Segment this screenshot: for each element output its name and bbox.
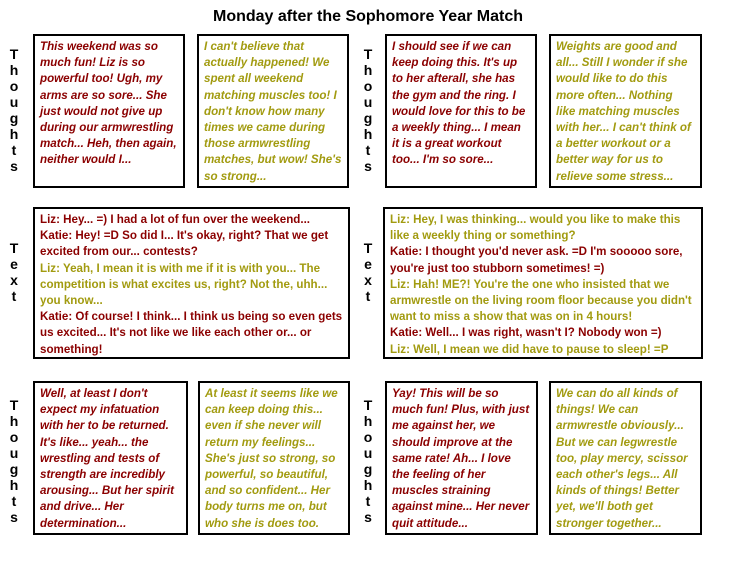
thought-text: I should see if we can keep doing this. It's up to her afterall, she has the gym and the ring. I would love for this to be a weekly thing... I mean it is a great workout too... I'm so sore... bbox=[392, 40, 526, 167]
label-letter: t bbox=[11, 493, 17, 509]
text-message: Katie: Hey! =D So did I... It's okay, right? That we get excited from our... contests? bbox=[40, 229, 329, 259]
text-message: Katie: Of course! I think... I think us being so even gets us excited... It's not like we like each other or... or something! bbox=[40, 310, 343, 356]
label-letter: h bbox=[9, 126, 19, 142]
label-letter: T bbox=[9, 240, 19, 256]
text-message: Liz: Hey, I was thinking... would you like to make this like a weekly thing or something? bbox=[390, 213, 681, 243]
thoughts-label-left-bottom bbox=[7, 397, 21, 525]
thought-box-olive-1 bbox=[197, 34, 349, 188]
text-label-left bbox=[7, 240, 21, 304]
label-letter: u bbox=[9, 94, 19, 110]
thought-box-olive-2 bbox=[549, 34, 702, 188]
thought-text: Yay! This will be so much fun! Plus, with just me against her, we should improve at the same rate! Ah... I love the feeling of her muscles straining against mine... Her never quit attitude... bbox=[392, 387, 530, 530]
label-letter: t bbox=[11, 288, 17, 304]
label-letter: T bbox=[363, 397, 373, 413]
label-letter: g bbox=[9, 461, 19, 477]
text-conversation-left bbox=[33, 207, 350, 359]
label-letter: u bbox=[363, 445, 373, 461]
label-letter: s bbox=[10, 509, 18, 525]
label-letter: s bbox=[364, 509, 372, 525]
label-letter: h bbox=[9, 62, 19, 78]
label-letter: t bbox=[365, 493, 371, 509]
text-message: Liz: Well, I mean we did have to pause to sleep! =P bbox=[390, 342, 669, 356]
label-letter: e bbox=[10, 256, 18, 272]
label-letter: T bbox=[363, 240, 373, 256]
label-letter: t bbox=[11, 142, 17, 158]
thought-text: Weights are good and all... Still I wonder if she would like to do this more often... Nothing like matching muscles with her... I can't think of a better workout or a better way for us to relieve some stress... bbox=[556, 40, 691, 183]
label-letter: h bbox=[363, 62, 373, 78]
label-letter: g bbox=[9, 110, 19, 126]
label-letter: e bbox=[364, 256, 372, 272]
thought-box-red-3 bbox=[33, 381, 188, 535]
label-letter: h bbox=[363, 126, 373, 142]
text-conversation-right bbox=[383, 207, 703, 359]
label-letter: h bbox=[9, 477, 19, 493]
page-title: Monday after the Sophomore Year Match bbox=[213, 8, 523, 25]
label-letter: t bbox=[365, 288, 371, 304]
label-letter: u bbox=[363, 94, 373, 110]
text-message: Katie: I thought you'd never ask. =D I'm sooooo sore, you're just too stubborn sometimes! =) bbox=[390, 245, 683, 275]
text-message: Liz: Hey... =) I had a lot of fun over the weekend... bbox=[40, 213, 311, 226]
label-letter: o bbox=[9, 78, 19, 94]
label-letter: h bbox=[9, 413, 19, 429]
thought-box-olive-3 bbox=[198, 381, 350, 535]
thought-text: This weekend was so much fun! Liz is so powerful too! Ugh, my arms are so sore... She just would not give up during our armwrestling match... Heh, then again, neither would I... bbox=[40, 40, 177, 167]
text-message: Katie: Well... I was right, wasn't I? Nobody won =) bbox=[390, 326, 662, 340]
thought-box-red-2 bbox=[385, 34, 537, 188]
text-message: Liz: Hah! ME?! You're the one who insisted that we armwrestle on the living room floor because you didn't want to miss a show that was on in 4 hours! bbox=[390, 277, 692, 324]
thought-box-red-1 bbox=[33, 34, 185, 188]
label-letter: u bbox=[9, 445, 19, 461]
label-letter: h bbox=[363, 413, 373, 429]
label-letter: g bbox=[363, 110, 373, 126]
thought-box-red-4 bbox=[385, 381, 538, 535]
thought-text: Well, at least I don't expect my infatuation with her to be returned. It's like... yeah... the wrestling and tests of strength are incredibly arousing... But her spirit and drive... Her determination... bbox=[40, 387, 174, 530]
label-letter: T bbox=[9, 397, 19, 413]
text-message: Liz: Yeah, I mean it is with me if it is with you... The competition is what excites us, right? Not the, uhh... you know... bbox=[40, 261, 328, 308]
thoughts-label-right-bottom bbox=[361, 397, 375, 525]
label-letter: x bbox=[364, 272, 372, 288]
thought-box-olive-4 bbox=[549, 381, 702, 535]
label-letter: g bbox=[363, 461, 373, 477]
label-letter: T bbox=[9, 46, 19, 62]
label-letter: o bbox=[9, 429, 19, 445]
label-letter: x bbox=[10, 272, 18, 288]
thought-text: We can do all kinds of things! We can armwrestle obviously... But we can legwrestle too, play mercy, scissor each other's legs... All kinds of things! Better yet, we'll both get stronger together... bbox=[556, 387, 688, 530]
thought-text: At least it seems like we can keep doing this... even if she never will return my feelings... She's just so strong, so powerful, so beautiful, and so confident... Her body turns me on, but who she is does too. bbox=[205, 387, 338, 530]
thought-text: I can't believe that actually happened! We spent all weekend matching muscles too! I don't know how many times we came during those armwrestling matches, but wow! She's so strong... bbox=[204, 40, 342, 183]
thoughts-label-left-top bbox=[7, 46, 21, 174]
label-letter: h bbox=[363, 477, 373, 493]
label-letter: o bbox=[363, 429, 373, 445]
label-letter: T bbox=[363, 46, 373, 62]
label-letter: s bbox=[364, 158, 372, 174]
label-letter: t bbox=[365, 142, 371, 158]
thoughts-label-right-top bbox=[361, 46, 375, 174]
text-label-right bbox=[361, 240, 375, 304]
label-letter: s bbox=[10, 158, 18, 174]
label-letter: o bbox=[363, 78, 373, 94]
